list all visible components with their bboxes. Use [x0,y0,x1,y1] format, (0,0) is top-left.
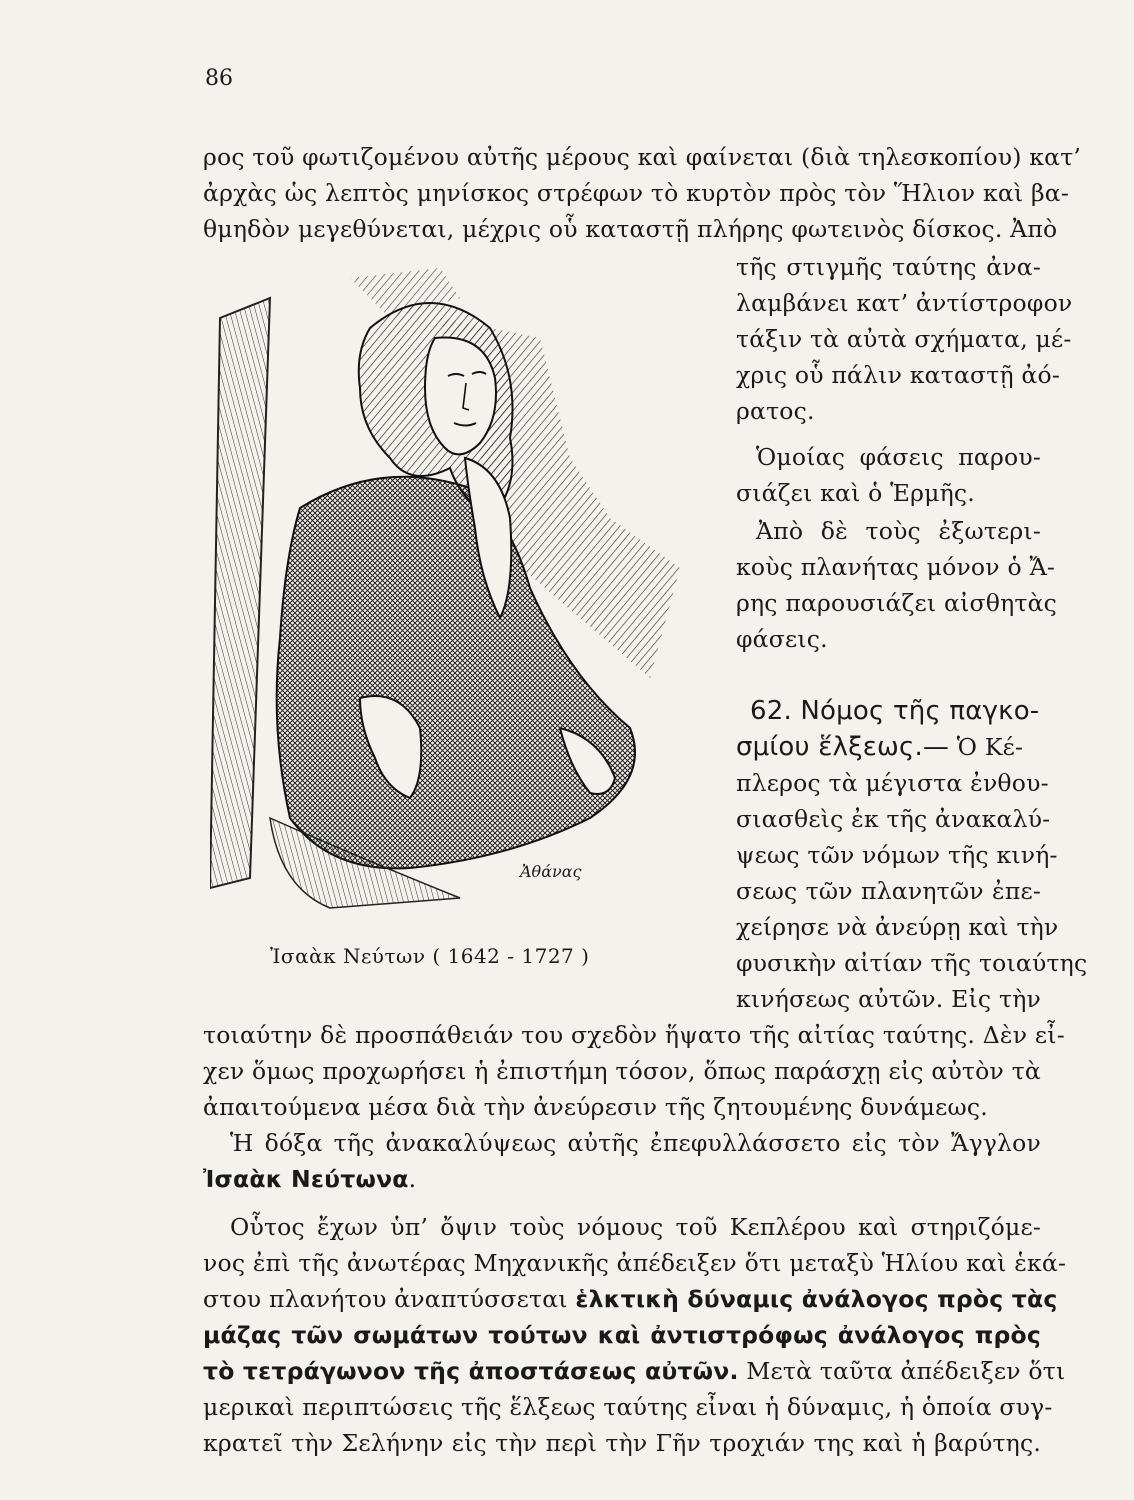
text-line [203,1354,1065,1388]
bold-run: ἑλκτικὴ δύναμις ἀνάλογος πρὸς τὰς [575,1285,1058,1313]
text-line: σεως τῶν πλανητῶν ἐπε- [736,877,1041,905]
bold-run: τὸ τετράγωνον τῆς ἀποστάσεως αὐτῶν. [203,1357,739,1385]
page-number: 86 [205,66,233,91]
portrait-caption: Ἰσαὰκ Νεύτων ( 1642 - 1727 ) [270,944,590,968]
text-line: κοὺς πλανήτας μόνον ὁ Ἄ- [736,553,1056,581]
text-line: ἀρχὰς ὡς λεπτὸς μηνίσκος στρέφων τὸ κυρτὸν πρὸς τὸν Ἥλιον καὶ βα- [203,179,1069,207]
text-line: τοιαύτην δὲ προσπάθειάν του σχεδὸν ἥψατο τῆς αἰτίας ταύτης. Δὲν εἶ- [203,1021,1065,1049]
text-line: φάσεις. [736,625,828,653]
bold-line: μάζας τῶν σωμάτων τούτων καὶ ἀντιστρόφως ἀνάλογος πρὸς [203,1321,1041,1349]
text-line: ρος τοῦ φωτιζομένου αὐτῆς μέρους καὶ φαίνεται (διὰ τηλεσκοπίου) κατ’ [203,143,1082,171]
text-line [203,1162,416,1196]
text-line: πλερος τὰ μέγιστα ἐνθου- [736,769,1049,797]
text-line: ψεως τῶν νόμων τῆς κινή- [736,841,1058,869]
text-line: φυσικὴν αἰτίαν τῆς τοιαύτης [736,949,1088,977]
text-line: ἀπαιτούμενα μέσα διὰ τὴν ἀνεύρεσιν τῆς ζητουμένης δυνάμεως. [203,1093,988,1121]
newton-name: Ἰσαὰκ Νεύτωνα [203,1165,409,1193]
section-heading-tail: σμίου ἕλξεως.— [736,732,950,762]
artist-signature: Ἀθάνας [520,862,582,881]
text-line: Ὁμοίας φάσεις παρου- [756,443,1041,471]
section-heading-line2 [736,730,1023,764]
text-line: νος ἐπὶ τῆς ἀνωτέρας Μηχανικῆς ἀπέδειξεν ὅτι μεταξὺ Ἡλίου καὶ ἑκά- [203,1249,1067,1277]
text-line: Ἡ δόξα τῆς ἀνακαλύψεως αὐτῆς ἐπεφυλλάσσετο εἰς τὸν Ἄγγλον [230,1129,1041,1157]
text-line: τῆς στιγμῆς ταύτης ἀνα- [736,253,1041,281]
text-run: Μετὰ ταῦτα ἀπέδειξεν ὅτι [738,1357,1066,1385]
text-line: θμηδὸν μεγεθύνεται, μέχρις οὗ καταστῇ πλήρης φωτεινὸς δίσκος. Ἀπὸ [203,215,1058,243]
newton-portrait-image [210,258,680,918]
text-line: λαμβάνει κατ’ ἀντίστροφον [736,289,1073,317]
text-line [203,1282,1057,1316]
text-line: σιασθεὶς ἐκ τῆς ἀνακαλύ- [736,805,1051,833]
section-heading: 62. Νόμος τῆς παγκο- [750,696,1040,726]
text-line: κινήσεως αὐτῶν. Εἰς τὴν [736,985,1041,1013]
text-line: Οὗτος ἔχων ὑπ’ ὄψιν τοὺς νόμους τοῦ Κεπλέρου καὶ στηριζόμε- [230,1213,1041,1241]
text-line: μερικαὶ περιπτώσεις τῆς ἕλξεως ταύτης εἶναι ἡ δύναμις, ἡ ὁποία συγ- [203,1393,1053,1421]
text-line: ρης παρουσιάζει αἰσθητὰς [736,589,1057,617]
text-line: ρατος. [736,397,815,425]
text-line: Ἀπὸ δὲ τοὺς ἐξωτερι- [756,517,1041,545]
text-line: χείρησε νὰ ἀνεύρῃ καὶ τὴν [736,913,1059,941]
newton-name-tail: . [408,1165,417,1193]
section-text-start: Ὁ Κέ- [949,733,1024,761]
text-line: τάξιν τὰ αὐτὰ σχήματα, μέ- [736,325,1072,353]
text-run: στου πλανήτου ἀναπτύσσεται [203,1285,576,1313]
text-line: σιάζει καὶ ὁ Ἑρμῆς. [736,479,975,507]
text-line: κρατεῖ τὴν Σελήνην εἰς τὴν περὶ τὴν Γῆν τροχιάν της καὶ ἡ βαρύτης. [203,1429,1041,1457]
text-line: χρις οὗ πάλιν καταστῇ ἀό- [736,361,1060,389]
text-line: χεν ὅμως προχωρήσει ἡ ἐπιστήμη τόσον, ὅπως παράσχῃ εἰς αὐτὸν τὰ [203,1057,1041,1085]
